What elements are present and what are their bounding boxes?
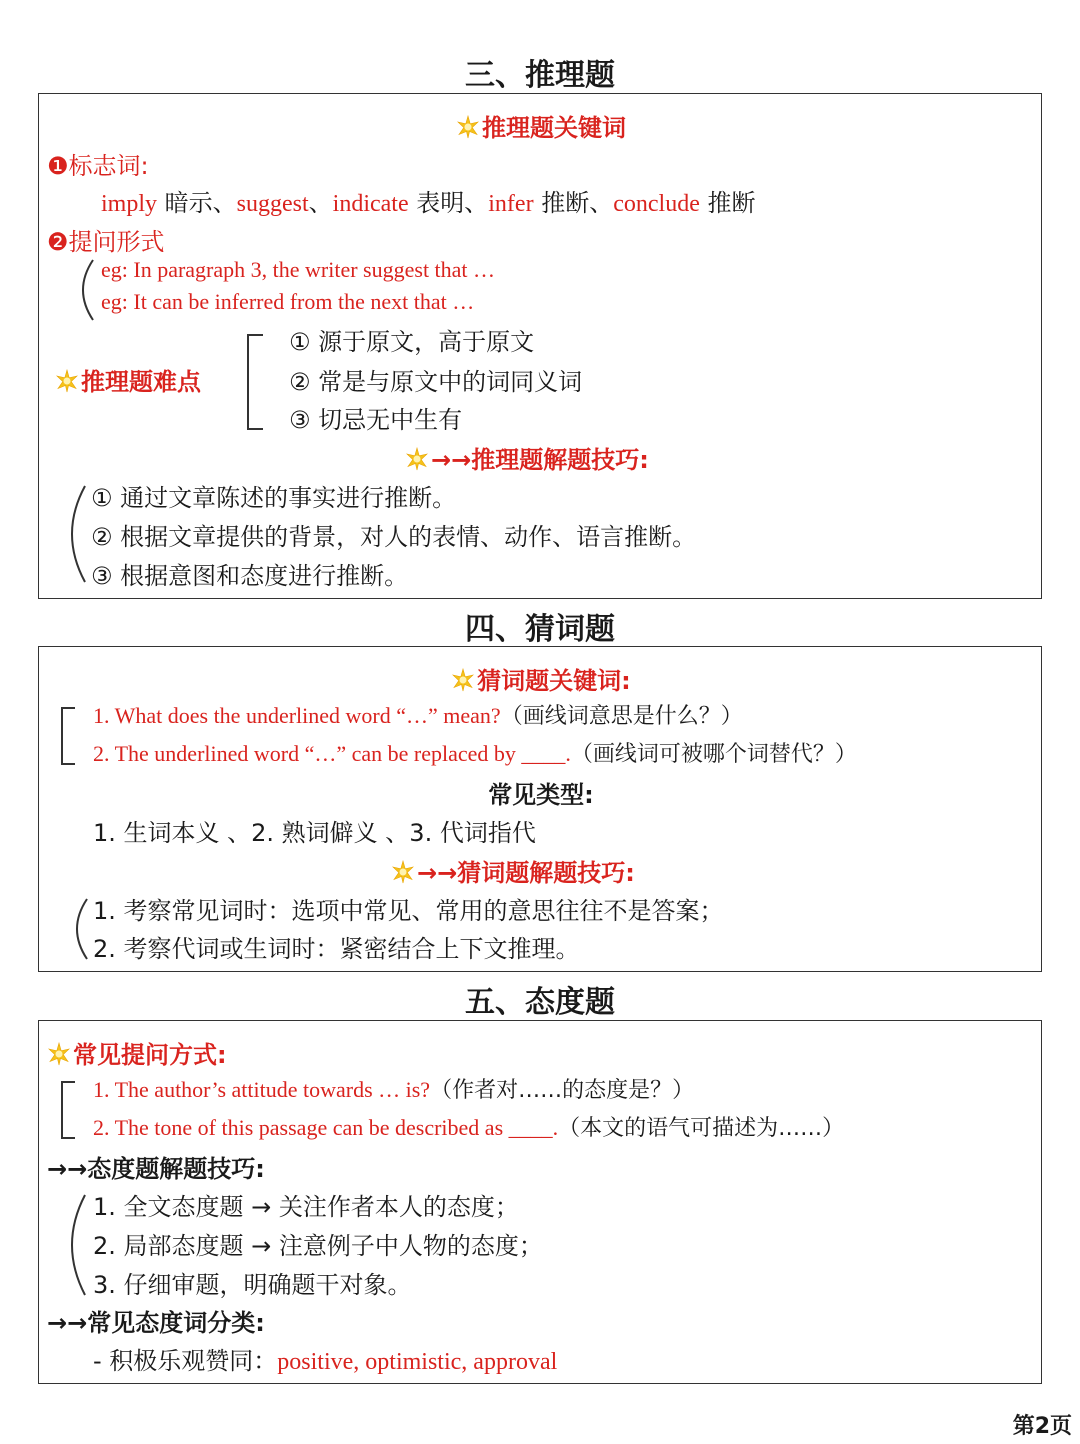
marker-word-en: suggest (236, 191, 309, 217)
marker-words-label (47, 146, 149, 181)
common-types-heading: 常见类型: (488, 781, 594, 809)
marker-word-zh: 、 (308, 189, 333, 217)
attitude-ask-heading-text: 常见提问方式: (73, 1041, 227, 1069)
common-types-line: 1. 生词本义 、2. 熟词僻义 、3. 代词指代 (93, 819, 536, 847)
question-zh: （作者对……的态度是？） (430, 1078, 695, 1103)
marker-word-zh: 表明、 (408, 189, 489, 217)
marker-word-zh: 暗示、 (157, 189, 237, 217)
left-paren-icon (63, 897, 93, 961)
attitude-tip: 2. 局部态度题 → 注意例子中人物的态度； (93, 1232, 543, 1260)
marker-word-en: imply (101, 191, 158, 217)
marker-label-text: 标志词: (68, 152, 149, 180)
inference-box (38, 93, 1042, 599)
question-en: 2. The underlined word “…” can be replaced by ____. (93, 741, 571, 766)
sparkle-star-icon (456, 115, 480, 139)
sparkle-star-icon (55, 369, 79, 393)
section-title-word-guess: 四、猜词题 (465, 612, 615, 647)
word-guess-tips-heading-text: →→猜词题解题技巧: (417, 859, 635, 887)
marker-word-zh: 推断、 (533, 189, 614, 217)
sparkle-star-icon (451, 668, 475, 692)
marker-word-en: indicate (332, 191, 409, 217)
word-guess-keywords-heading-text: 猜词题关键词: (477, 667, 631, 695)
word-guess-question-1 (93, 699, 743, 730)
example-question-2: eg: It can be inferred from the next that … (101, 289, 475, 314)
difficulty-item: ③ 切忌无中生有 (289, 406, 463, 434)
inference-tip: ① 通过文章陈述的事实进行推断。 (91, 484, 457, 512)
difficulty-item: ① 源于原文，高于原文 (289, 328, 535, 356)
question-form-label (47, 222, 165, 257)
question-zh: （本文的语气可描述为……） (558, 1116, 845, 1141)
example-question-1: eg: In paragraph 3, the writer suggest that … (101, 257, 496, 282)
difficulty-item: ② 常是与原文中的词同义词 (289, 368, 583, 396)
section-title-attitude: 五、态度题 (465, 985, 615, 1020)
left-paren-icon (57, 1193, 91, 1297)
marker-label-num: ❶ (47, 152, 69, 180)
left-bracket-icon (61, 1081, 75, 1139)
left-bracket-icon (247, 334, 263, 430)
attitude-box (38, 1020, 1042, 1384)
attitude-ask-heading (47, 1035, 227, 1070)
sparkle-star-icon (391, 860, 415, 884)
attitude-question-2 (93, 1111, 844, 1142)
difficulty-label-text: 推理题难点 (81, 368, 201, 396)
section-title-inference: 三、推理题 (465, 58, 615, 93)
positive-words-line (93, 1341, 557, 1376)
word-guess-tips-heading (391, 853, 635, 888)
word-guess-tip: 2. 考察代词或生词时：紧密结合上下文推理。 (93, 935, 580, 963)
left-paren-icon (57, 484, 91, 584)
question-label-num: ❷ (47, 228, 69, 256)
marker-word-en: infer (488, 191, 534, 217)
page-number: 第2页 (1012, 1414, 1072, 1439)
left-paren-icon (69, 258, 99, 322)
sparkle-star-icon (47, 1042, 71, 1066)
inference-tip: ② 根据文章提供的背景，对人的表情、动作、语言推断。 (91, 523, 697, 551)
attitude-tip: 3. 仔细审题，明确题干对象。 (93, 1271, 412, 1299)
marker-word-zh: 推断 (699, 189, 756, 217)
attitude-tip: 1. 全文态度题 → 关注作者本人的态度； (93, 1193, 519, 1221)
inference-keywords-heading (39, 108, 1043, 143)
question-en: 2. The tone of this passage can be described as ____. (93, 1115, 559, 1140)
positive-words: positive, optimistic, approval (277, 1349, 558, 1375)
question-en: 1. The author’s attitude towards … is? (93, 1077, 431, 1102)
question-label-text: 提问形式 (68, 228, 165, 256)
question-en: 1. What does the underlined word “…” mean? (93, 703, 501, 728)
word-guess-keywords-heading (39, 661, 1043, 696)
inference-tips-heading (405, 440, 649, 475)
inference-tips-heading-text: →→推理题解题技巧: (431, 446, 649, 474)
inference-keywords-heading-text: 推理题关键词 (482, 114, 626, 142)
word-guess-tip: 1. 考察常见词时：选项中常见、常用的意思往往不是答案； (93, 897, 724, 925)
word-guess-question-2 (93, 737, 857, 768)
word-guess-box (38, 646, 1042, 972)
inference-tip: ③ 根据意图和态度进行推断。 (91, 562, 409, 590)
attitude-classify-heading: →→常见态度词分类: (47, 1309, 265, 1337)
marker-words-line (101, 183, 755, 218)
left-bracket-icon (61, 707, 75, 765)
marker-word-en: conclude (613, 191, 700, 217)
sparkle-star-icon (405, 447, 429, 471)
attitude-tips-heading: →→态度题解题技巧: (47, 1155, 265, 1183)
attitude-question-1 (93, 1073, 694, 1104)
question-zh: （画线词意思是什么？） (500, 704, 743, 729)
difficulty-label (55, 362, 201, 397)
positive-label: - 积极乐观赞同： (93, 1347, 278, 1375)
question-zh: （画线词可被哪个词替代？） (570, 742, 857, 767)
